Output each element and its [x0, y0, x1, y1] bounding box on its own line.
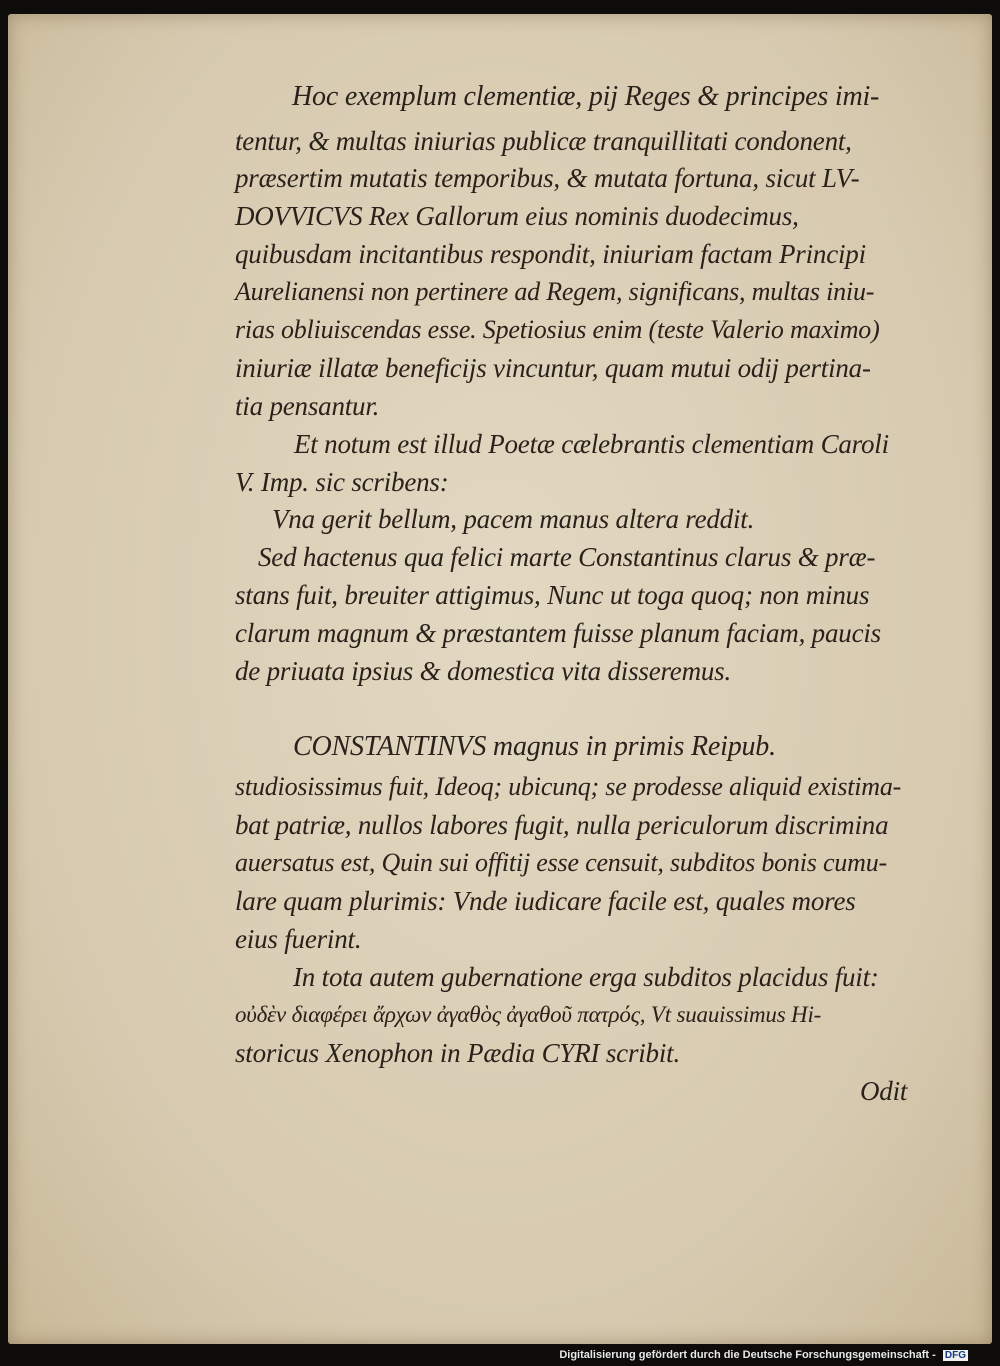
text-line: οὐδὲν διαφέρει ἄρχων ἀγαθὸς ἀγαθοῦ πατρός, Vt suauissimus Hi- — [235, 1002, 822, 1027]
catchword: Odit — [860, 1076, 908, 1106]
text-line: rias obliuiscendas esse. Spetiosius enim (teste Valerio maximo) — [235, 315, 880, 344]
text-line: eius fuerint. — [235, 924, 362, 954]
text-line: V. Imp. sic scribens: — [235, 467, 449, 497]
text-line: de priuata ipsius & domestica vita disseremus. — [235, 656, 732, 686]
text-line: Et notum est illud Poetæ cælebrantis clementiam Caroli — [294, 429, 889, 459]
text-line: iniuriæ illatæ beneficijs vincuntur, quam mutui odij pertina- — [235, 353, 871, 383]
digitization-credit — [559, 1349, 968, 1361]
text-line: clarum magnum & præstantem fuisse planum faciam, paucis — [235, 618, 881, 648]
text-line: lare quam plurimis: Vnde iudicare facile est, quales mores — [235, 886, 856, 916]
text-line: DOVVICVS Rex Gallorum eius nominis duodecimus, — [235, 201, 799, 231]
text-line: auersatus est, Quin sui offitij esse censuit, subditos bonis cumu- — [235, 848, 887, 877]
text-line: CONSTANTINVS magnus in primis Reipub. — [293, 731, 776, 762]
text-line: studiosissimus fuit, Ideoq; ubicunq; se prodesse aliquid existima- — [235, 772, 902, 801]
credit-text: Digitalisierung gefördert durch die Deutsche Forschungsgemeinschaft - — [559, 1349, 936, 1361]
text-line: Sed hactenus qua felici marte Constantinus clarus & præ- — [258, 542, 876, 572]
text-line: Hoc exemplum clementiæ, pij Reges & principes imi- — [292, 81, 880, 112]
text-line: In tota autem gubernatione erga subditos placidus fuit: — [293, 962, 879, 992]
text-line: storicus Xenophon in Pædia CYRI scribit. — [235, 1038, 681, 1068]
text-line: quibusdam incitantibus respondit, iniuriam factam Principi — [235, 239, 866, 269]
text-line: tentur, & multas iniurias publicæ tranquillitati condonent, — [235, 126, 852, 156]
text-line: præsertim mutatis temporibus, & mutata fortuna, sicut LV- — [235, 163, 860, 193]
text-line: Aurelianensi non pertinere ad Regem, significans, multas iniu- — [235, 277, 875, 306]
text-line: Vna gerit bellum, pacem manus altera reddit. — [272, 504, 755, 534]
text-line: tia pensantur. — [235, 391, 380, 421]
text-line: stans fuit, breuiter attigimus, Nunc ut toga quoq; non minus — [235, 580, 870, 610]
dfg-logo: DFG — [944, 1349, 966, 1361]
text-line: bat patriæ, nullos labores fugit, nulla periculorum discrimina — [235, 810, 889, 840]
